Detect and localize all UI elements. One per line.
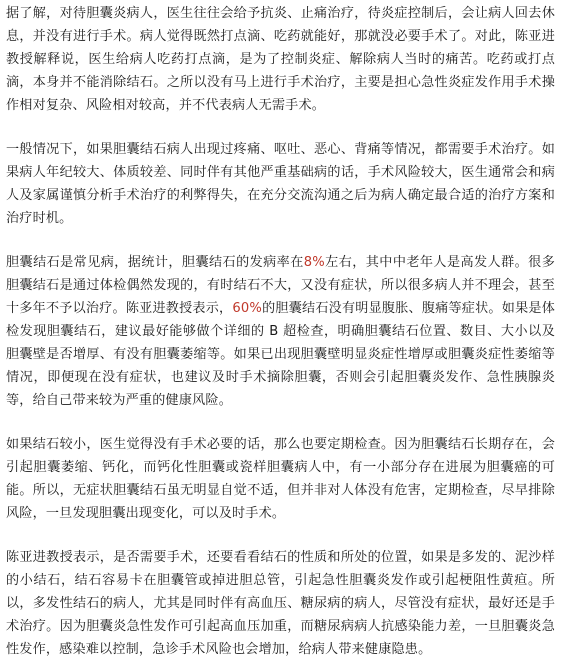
paragraph-1 (6, 2, 555, 117)
highlight-percentage: 60% (232, 301, 263, 316)
highlight-percentage: 8% (303, 255, 325, 270)
paragraph-4 (6, 433, 555, 525)
paragraph-2 (6, 138, 555, 230)
paragraph-5 (6, 546, 555, 661)
paragraph-text: 胆囊结石是常见病，据统计，胆囊结石的发病率在 (6, 255, 304, 270)
paragraph-text: 一般情况下，如果胆囊结石病人出现过疼痛、呕吐、恶心、背痛等情况，都需要手术治疗。如果病人年纪较大、体质较差、同时伴有其他严重基础病的话，手术风险较大，医生通常会和病人及家属谨慎分析手术治疗的利弊得失，在充分交流沟通之后为病人确定最合适的治疗方案和治疗时机。 (6, 142, 555, 226)
paragraph-text: 陈亚进教授表示，是否需要手术，还要看看结石的性质和所处的位置，如果是多发的、泥沙样的小结石，结石容易卡在胆囊管或掉进胆总管，引起急性胆囊炎发作或引起梗阻性黄疸。所以，多发性结石的病人，尤其是同时伴有高血压、糖尿病的病人，尽管没有症状，最好还是手术治疗。因为胆囊炎急性发作可引起高血压加重，而糖尿病病人抗感染能力差，一旦胆囊炎急性发作，感染难以控制，急诊手术风险也会增加，给病人带来健康隐患。 (6, 550, 555, 657)
paragraph-3 (6, 251, 555, 412)
paragraph-text: 据了解，对待胆囊炎病人，医生往往会给予抗炎、止痛治疗，待炎症控制后，会让病人回去休息，并没有进行手术。病人觉得既然打点滴、吃药就能好，那就没必要手术了。对此，陈亚进教授解释说，医生给病人吃药打点滴，是为了控制炎症、解除病人当时的痛苦。吃药或打点滴，本身并不能消除结石。之所以没有马上进行手术治疗，主要是担心急性炎症发作用手术操作相对复杂、风险相对较高，并不代表病人无需手术。 (6, 6, 555, 113)
paragraph-text: 的胆囊结石没有明显腹胀、腹痛等症状。如果是体检发现胆囊结石，建议最好能够做个详细的 B 超检查，明确胆囊结石位置、数目、大小以及胆囊壁是否增厚、有没有胆囊萎缩等。如果已出现胆囊壁明显炎症性增厚或胆囊炎症性萎缩等情况，即便现在没有症状，也建议及时手术摘除胆囊，否则会引起胆囊炎发作、急性胰腺炎等，给自己带来较为严重的健康风险。 (6, 301, 555, 408)
paragraph-text: 左右，其中中老年人是高发人群。很多胆囊结石是通过体检偶然发现的，有时结石不大，又没有症状，所以很多病人并不理会，甚至十多年不予以治疗。陈亚进教授表示， (6, 255, 555, 316)
paragraph-text: 如果结石较小，医生觉得没有手术必要的话，那么也要定期检查。因为胆囊结石长期存在，会引起胆囊萎缩、钙化，而钙化性胆囊或瓷样胆囊病人中，有一小部分存在进展为胆囊癌的可能。所以，无症状胆囊结石虽无明显自觉不适，但并非对人体没有危害，定期检查，尽早排除风险，一旦发现胆囊出现变化，可以及时手术。 (6, 437, 555, 521)
